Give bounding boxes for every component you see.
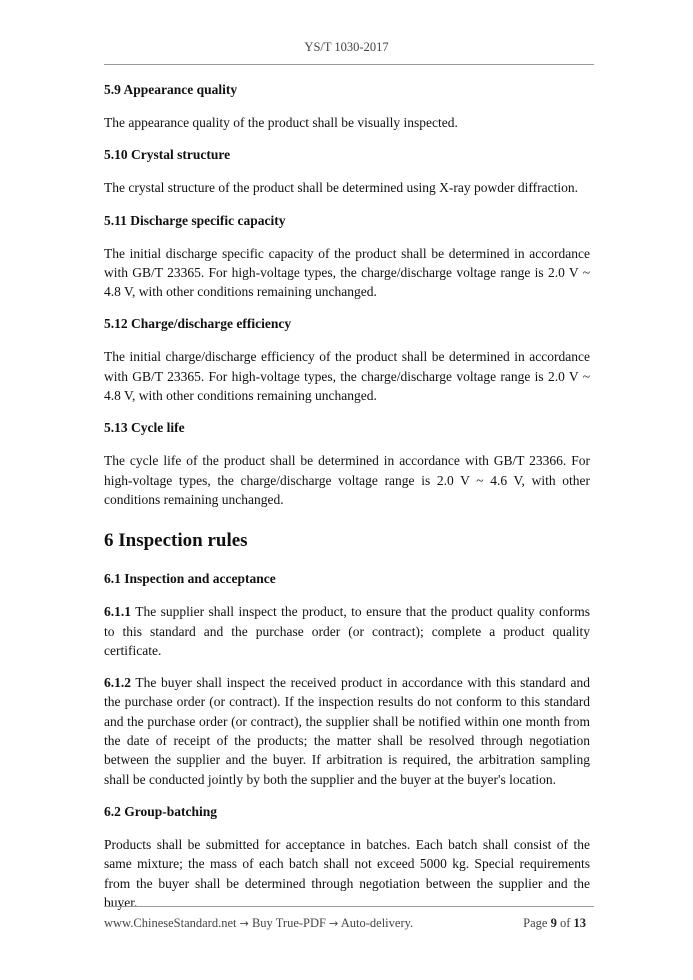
paragraph-6-1-2 xyxy=(104,673,590,789)
buy-true-pdf-link[interactable]: Buy True-PDF xyxy=(251,916,326,930)
paragraph-5-13: The cycle life of the product shall be determined in accordance with GB/T 23366. For high-voltage types, the charge/discharge voltage range is 2.0 V ~ 4.6 V, with other conditions remaining unchanged. xyxy=(104,453,590,507)
page-word: Page xyxy=(523,916,548,930)
heading-5-11: 5.11 Discharge specific capacity xyxy=(104,212,286,228)
heading-6: 6 Inspection rules xyxy=(104,530,248,552)
document-id-header: YS/T 1030-2017 xyxy=(304,40,389,54)
paragraph-5-9: The appearance quality of the product shall be visually inspected. xyxy=(104,115,458,130)
of-word: of xyxy=(559,916,571,930)
clause-number-6-1-1: 6.1.1 xyxy=(104,604,131,620)
site-link[interactable]: www.ChineseStandard.net xyxy=(104,916,237,930)
page-number: 9 xyxy=(550,916,557,930)
heading-5-9: 5.9 Appearance quality xyxy=(104,82,238,97)
page-indicator xyxy=(523,916,586,931)
header-rule xyxy=(104,64,594,65)
footer-rule xyxy=(104,906,594,907)
paragraph-6-2: Products shall be submitted for acceptance in batches. Each batch shall consist of the same mixture; the mass of each batch shall not exceed 5000 kg. Special requirements from the buyer shall be determined through negotiation between the supplier and the buyer. xyxy=(104,836,590,910)
page-total: 13 xyxy=(573,916,586,930)
clause-text-6-1-2: The buyer shall inspect the received product in accordance with this standard and the purchase order (or contract). If the inspection results do not conform to this standard and the purchase order (or contract), the supplier shall be notified within one month from the date of receipt of the products; the matter shall be resolved through negotiation between the supplier and the buyer. If arbitration is required, the arbitration sampling shall be conducted jointly by both the supplier and the buyer at the buyer's location. xyxy=(104,675,590,787)
clause-number-6-1-2: 6.1.2 xyxy=(104,675,131,691)
heading-6-2: 6.2 Group-batching xyxy=(104,803,218,819)
paragraph-6-1-1 xyxy=(104,602,590,660)
heading-5-13: 5.13 Cycle life xyxy=(104,420,185,436)
auto-delivery-text: Auto-delivery. xyxy=(340,916,414,930)
paragraph-5-10: The crystal structure of the product shall be determined using X-ray powder diffraction. xyxy=(104,180,578,196)
clause-text-6-1-1: The supplier shall inspect the product, to ensure that the product quality conforms to this standard and the purchase order (or contract); complete a product quality certificate. xyxy=(104,604,590,658)
heading-6-1: 6.1 Inspection and acceptance xyxy=(104,571,276,587)
footer-links xyxy=(104,916,413,931)
heading-5-12: 5.12 Charge/discharge efficiency xyxy=(104,316,292,332)
arrow-right-icon: → xyxy=(239,917,249,930)
arrow-right-icon: → xyxy=(329,917,339,930)
page-content xyxy=(104,80,590,925)
paragraph-5-11: The initial discharge specific capacity of the product shall be determined in accordance with GB/T 23365. For high-voltage types, the charge/discharge voltage range is 2.0 V ~ 4.8 V, with other conditions remaining unchanged. xyxy=(104,245,590,300)
heading-5-10: 5.10 Crystal structure xyxy=(104,147,231,163)
paragraph-5-12: The initial charge/discharge efficiency of the product shall be determined in accordance with GB/T 23365. For high-voltage types, the charge/discharge voltage range is 2.0 V ~ 4.8 V, with other conditions remaining unchanged. xyxy=(104,349,590,404)
